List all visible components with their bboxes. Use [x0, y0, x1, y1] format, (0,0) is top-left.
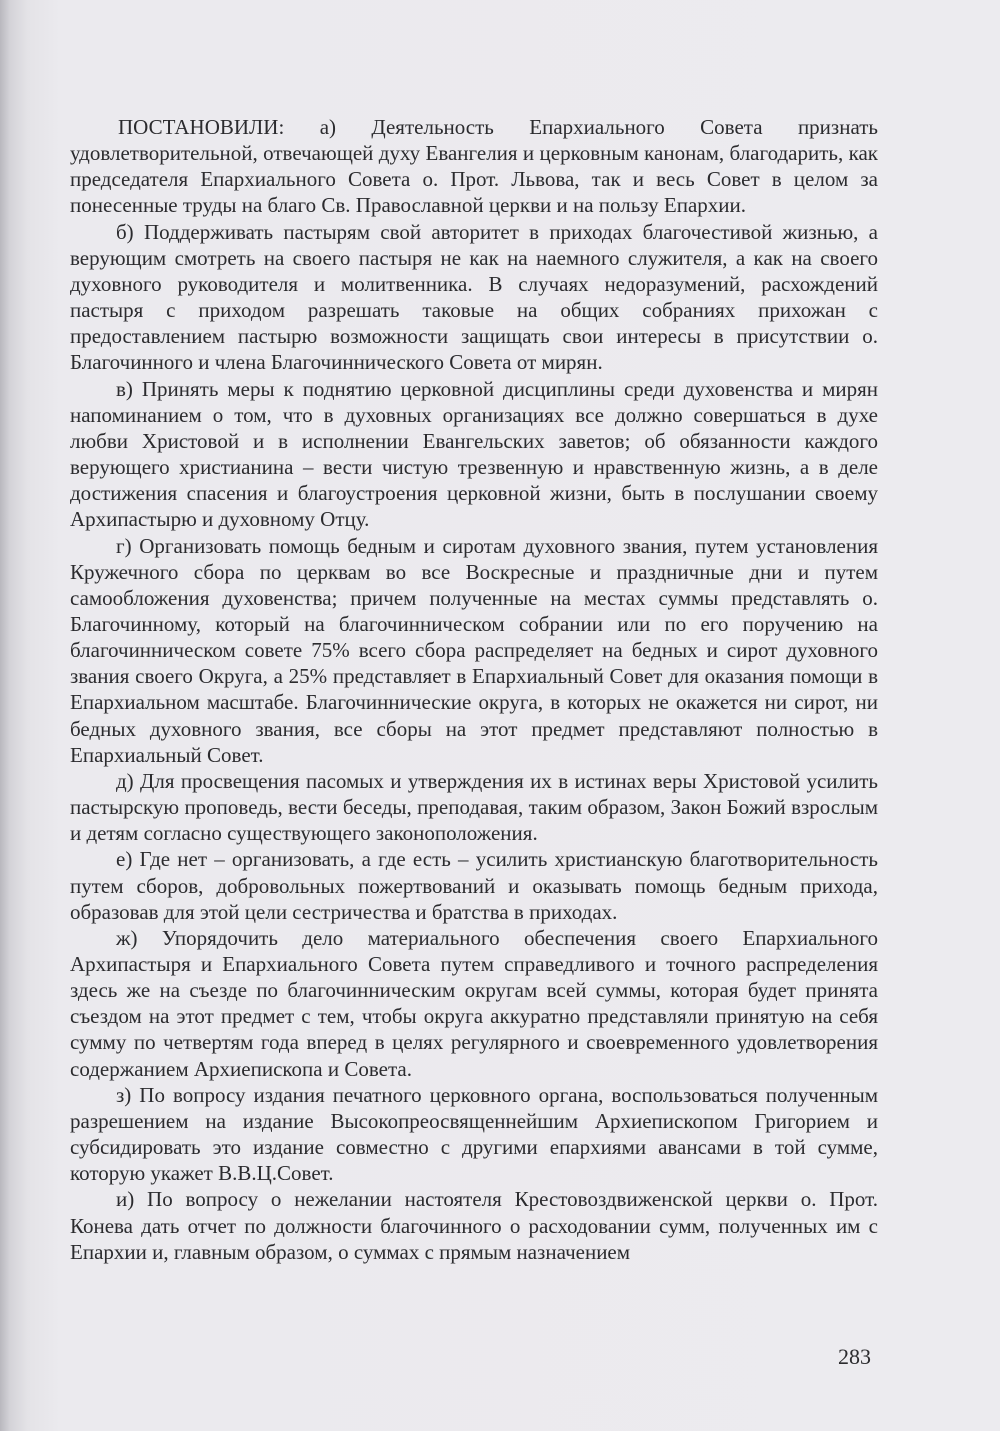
- paragraph-d: д) Для просвещения пасомых и утверждения их в истинах веры Христовой усилить пастырскую проповедь, вести беседы, преподавая, таким образом, Закон Божий взрослым и детям согласно существующего законоположения.: [70, 768, 878, 846]
- paragraph-z: з) По вопросу издания печатного церковного органа, воспользоваться полученным разрешением на издание Высокопреосвященнейшим Архиепископом Григорием и субсидировать это издание совместно с другими епархиями авансами в той сумме, которую укажет В.В.Ц.Совет.: [70, 1082, 878, 1186]
- page-number: 283: [838, 1344, 871, 1369]
- paragraph-zh: ж) Упорядочить дело материального обеспечения своего Епархиального Архипастыря и Епархиального Совета путем справедливого и точного распределения здесь же на съезде по благочинническим округам всей суммы, которая будет принята съездом на этот предмет с тем, чтобы округа аккуратно представляли принятую на себя сумму по четвертям года вперед в целях регулярного и своевременного удовлетворения содержанием Архиепископа и Совета.: [70, 925, 878, 1081]
- paragraph-e: е) Где нет – организовать, а где есть – усилить христианскую благотворительность путем сборов, добровольных пожертвований и оказывать помощь бедным прихода, образовав для этой цели сестричества и братства в приходах.: [70, 847, 878, 924]
- paragraph-resolved-a: ПОСТАНОВИЛИ: а) Деятельность Епархиального Совета признать удовлетворительной, отвечающей духу Евангелия и церковным канонам, благодарить, как председателя Епархиального Совета о. Прот. Львова, так и весь Совет в целом за понесенные труды на благо Св. Православной церкви и на пользу Епархии.: [70, 115, 878, 218]
- paragraph-v: в) Принять меры к поднятию церковной дисциплины среди духовенства и мирян напоминанием о том, что в духовных организациях все должно совершаться в духе любви Христовой и в исполнении Евангельских заветов; об обязанности каждого верующего христианина – вести чистую трезвенную и нравственную жизнь, а в деле достижения спасения и благоустроения церковной жизни, быть в послушании своему Архипастырю и духовному Отцу.: [70, 376, 878, 532]
- paragraph-b: б) Поддерживать пастырям свой авторитет в приходах благочестивой жизнью, а верующим смотреть на своего пастыря не как на наемного служителя, а как на своего духовного руководителя и молитвенника. В случаях недоразумений, расхождений пастыря с приходом разрешать таковые на общих собраниях прихожан с предоставлением пастырю возможности защищать свои интересы в присутствии о. Благочинного и члена Благочиннического Совета от мирян.: [70, 219, 878, 375]
- paragraph-i: и) По вопросу о нежелании настоятеля Крестовоздвиженской церкви о. Прот. Конева дать отчет по должности благочинного о расходовании сумм, полученных им с Епархии и, главным образом, о суммах с прямым назначением: [70, 1187, 878, 1264]
- body-text: [70, 114, 878, 1265]
- paragraph-g: г) Организовать помощь бедным и сиротам духовного звания, путем установления Кружечного сбора по церквам во все Воскресные и праздничные дни и путем самообложения духовенства; причем полученные на местах суммы представлять о. Благочинному, который на благочинническом собрании или по его поручению на благочинническом совете 75% всего сбора распределяет на бедных и сирот духовного звания своего Округа, а 25% представляет в Епархиальный Совет для оказания помощи в Епархиальном масштабе. Благочиннические округа, в которых не окажется ни сирот, ни бедных духовного звания, все сборы на этот предмет представляют полностью в Епархиальный Совет.: [70, 533, 878, 767]
